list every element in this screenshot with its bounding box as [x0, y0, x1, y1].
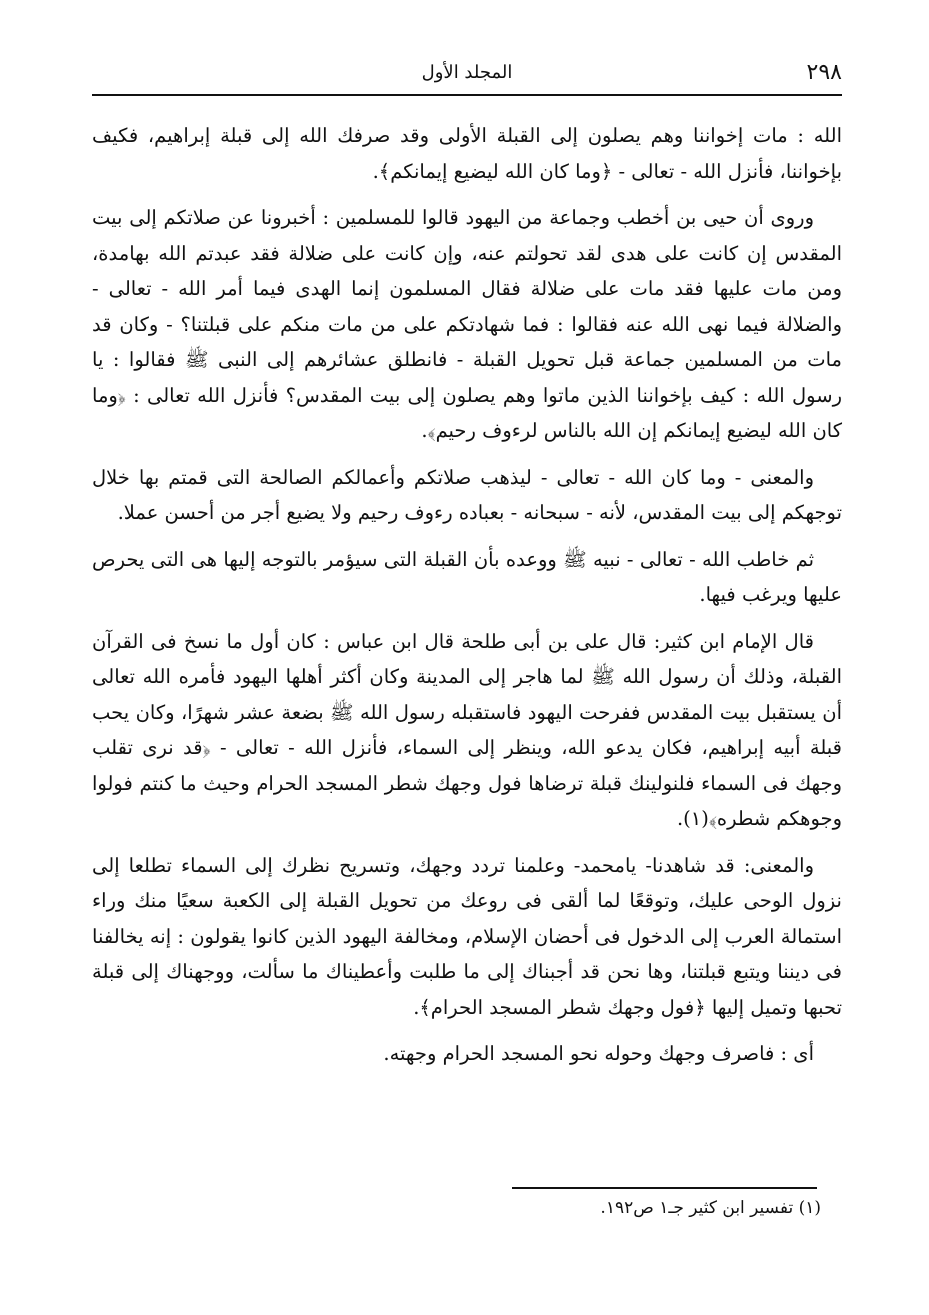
paragraph: أى : فاصرف وجهك وحوله نحو المسجد الحرام وجهته.: [383, 1042, 814, 1065]
paragraph: والمعنى - وما كان الله - تعالى - ليذهب صلاتكم وأعمالكم الصالحة التى قمتم بها خلال توجهكم إلى بيت المقدس، لأنه - سبحانه - بعباده رءوف رحيم ولا يضيع أجر من أحسن عملا.: [92, 465, 842, 524]
paragraph: وروى أن حيى بن أخطب وجماعة من اليهود قالوا للمسلمين : أخبرونا عن صلاتكم إلى بيت المقدس إن كانت على هدى لقد تحولتم عنه، وإن كانت على ضلالة فقد عبدتم الله بهامدة، ومن مات عليها فقد مات على ضلالة فقال المسلمون إنما الهدى فيما أمر الله - تعالى - والضلالة فيما نهى الله عنه فقالوا : فما شهادتكم على من مات منكم على قبلتنا؟ - وكان قد مات من المسلمين جماعة قبل تحويل القبلة - فانطلق عشائرهم إلى النبى ﷺ فقالوا : يا رسول الله : كيف بإخواننا الذين ماتوا وهم يصلون إلى بيت المقدس؟ فأنزل الله تعالى : ﴿وما كان الله ليضيع إيمانكم إن الله بالناس لرءوف رحيم﴾.: [92, 206, 842, 442]
footnote-rule: [512, 1187, 817, 1189]
paragraph: قال الإمام ابن كثير: قال على بن أبى طلحة قال ابن عباس : كان أول ما نسخ فى القرآن القبلة، وذلك أن رسول الله ﷺ لما هاجر إلى المدينة وكان أكثر أهلها اليهود فأمره الله تعالى أن يستقبل بيت المقدس ففرحت اليهود فاستقبله رسول الله ﷺ بضعة عشر شهرًا، وكان يحب قبلة أبيه إبراهيم، فكان يدعو الله، وينظر إلى السماء، فأنزل الله - تعالى - ﴿قد نرى تقلب وجهك فى السماء فلنولينك قبلة ترضاها فول وجهك شطر المسجد الحرام وحيث ما كنتم فولوا وجوهكم شطره﴾(١).: [92, 629, 842, 830]
header-rule: [92, 94, 842, 96]
paragraph: الله : مات إخواننا وهم يصلون إلى القبلة الأولى وقد صرفك الله إلى قبلة إبراهيم، فكيف بإخواننا، فأنزل الله - تعالى - ﴿وما كان الله ليضيع إيمانكم﴾.: [92, 124, 842, 183]
running-title: المجلد الأول: [421, 62, 513, 83]
paragraph: ثم خاطب الله - تعالى - نبيه ﷺ ووعده بأن القبلة التى سيؤمر بالتوجه إليها هى التى يحرص عليها ويرغب فيها.: [92, 547, 842, 606]
body-text: [92, 118, 842, 1083]
page-number: ٢٩٨: [806, 60, 842, 85]
paragraph: والمعنى: قد شاهدنا- يامحمد- وعلمنا تردد وجهك، وتسريح نظرك إلى السماء تطلعا إلى نزول الوحى عليك، وتوقعًا لما ألقى فى روعك من تحويل القبلة إلى الكعبة سعيًا منك وراء استمالة العرب إلى الدخول فى أحضان الإسلام، ومخالفة اليهود الذين كانوا يقولون : إنه يخالفنا فى ديننا ويتبع قبلتنا، وها نحن قد أجبناك إلى ما طلبت وأعطيناك ما سألت، ووجهناك إلى قبلة تحبها وتميل إليها ﴿فول وجهك شطر المسجد الحرام﴾.: [92, 853, 842, 1019]
page-header: [92, 58, 842, 94]
footnote: (١) تفسير ابن كثير جـ١ ص١٩٢.: [600, 1198, 821, 1218]
